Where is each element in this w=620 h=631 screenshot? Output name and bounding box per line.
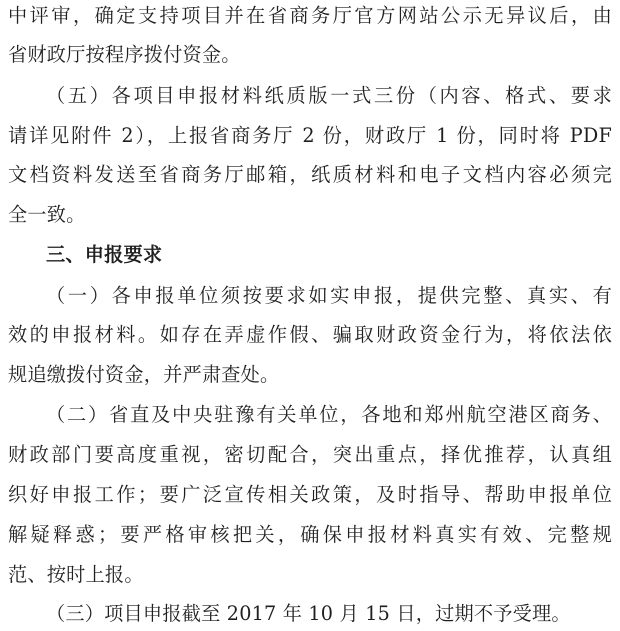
paragraph-line: 范、按时上报。	[8, 563, 144, 586]
paragraph-line: （三）项目申报截至 2017 年 10 月 15 日，过期不予受理。	[46, 602, 571, 625]
paragraph-line: 财政部门要高度重视，密切配合，突出重点，择优推荐，认真组	[8, 443, 612, 466]
paragraph-line: 解疑释惑；要严格审核把关，确保申报材料真实有效、完整规	[8, 523, 612, 546]
paragraph-line: 请详见附件 2），上报省商务厅 2 份，财政厅 1 份，同时将 PDF	[8, 124, 612, 147]
paragraph-line: 全一致。	[8, 203, 86, 226]
paragraph-line: 效的申报材料。如存在弄虚作假、骗取财政资金行为，将依法依	[8, 323, 612, 346]
paragraph-line: 规追缴拨付资金，并严肃查处。	[8, 363, 280, 386]
paragraph-line: 省财政厅按程序拨付资金。	[8, 43, 241, 66]
section-heading: 三、申报要求	[46, 243, 163, 266]
paragraph-line: （五）各项目申报材料纸质版一式三份（内容、格式、要求	[46, 84, 612, 107]
paragraph-line: （一）各申报单位须按要求如实申报，提供完整、真实、有	[46, 284, 612, 307]
paragraph-line: 中评审，确定支持项目并在省商务厅官方网站公示无异议后，由	[8, 4, 612, 27]
paragraph-line: 文档资料发送至省商务厅邮箱，纸质材料和电子文档内容必须完	[8, 163, 612, 186]
paragraph-line: （二）省直及中央驻豫有关单位，各地和郑州航空港区商务、	[46, 403, 612, 426]
paragraph-line: 织好申报工作；要广泛宣传相关政策，及时指导、帮助申报单位	[8, 483, 612, 506]
